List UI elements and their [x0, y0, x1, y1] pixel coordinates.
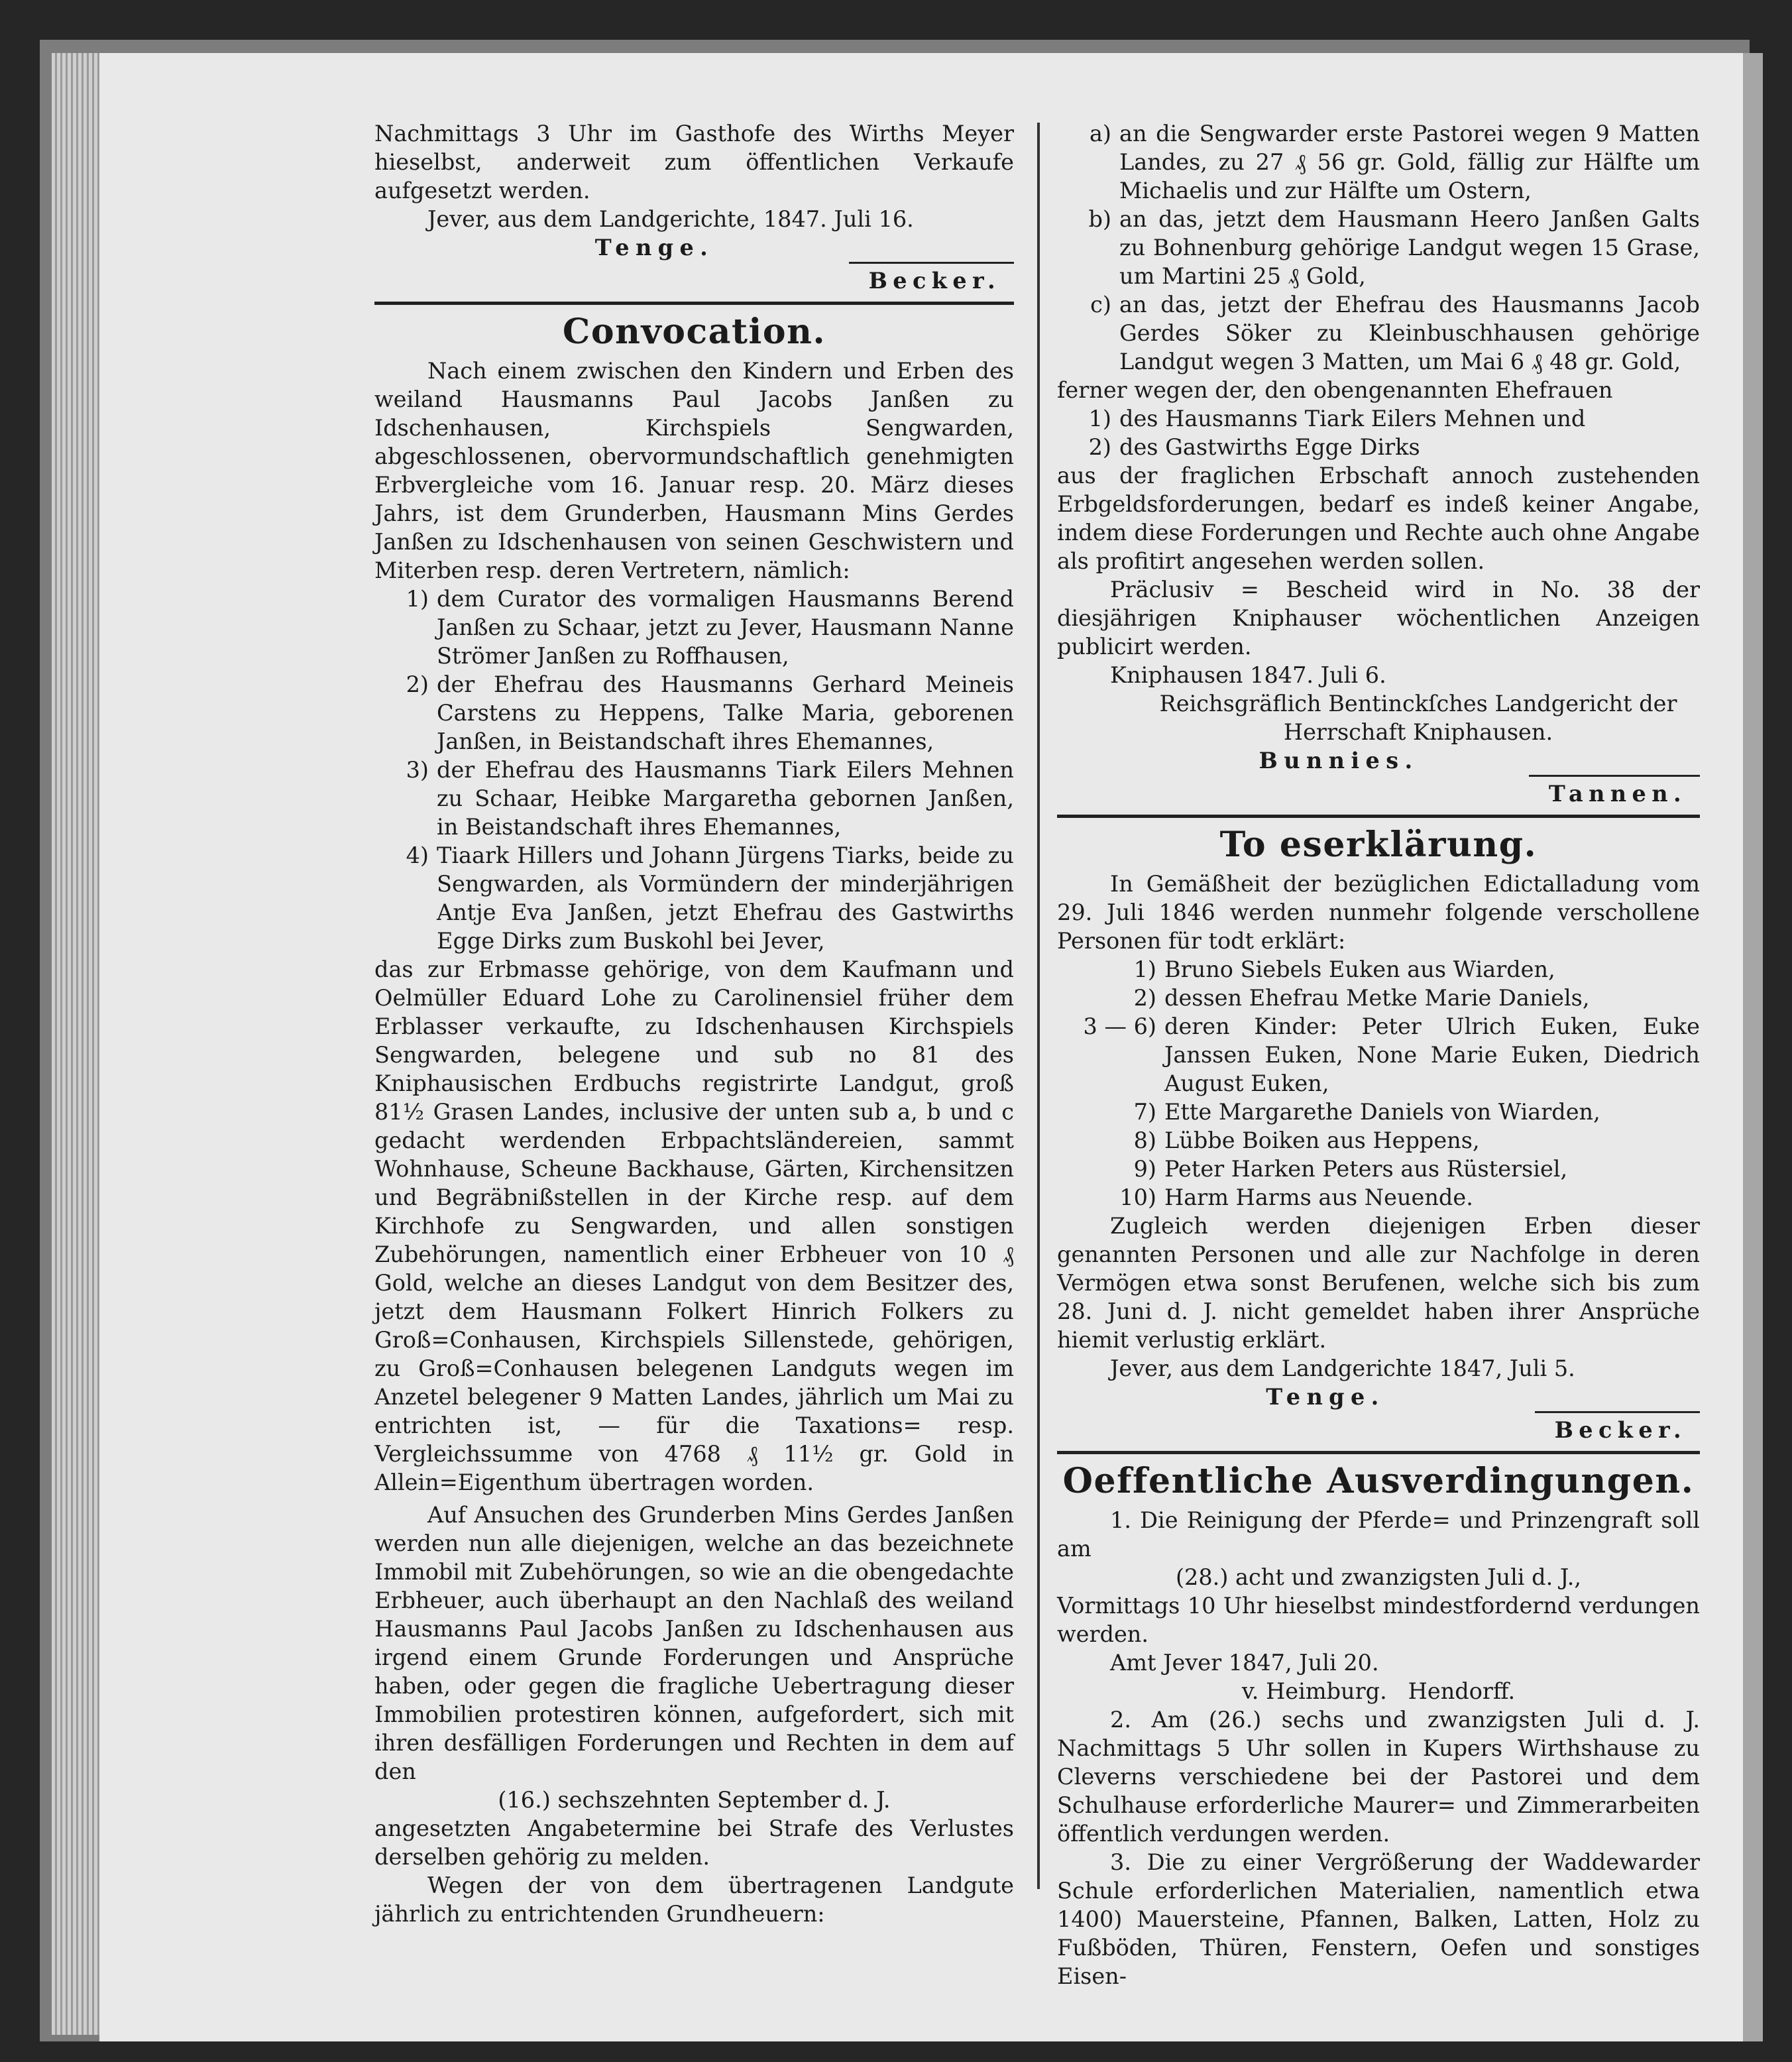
convocation-heading: Convocation. [562, 312, 826, 352]
ausverdingungen-heading: Oeffentliche Ausverdingungen. [1062, 1461, 1695, 1501]
grundheuer-intro: Wegen der von dem übertragenen Landgute jährlich zu entrichtenden Grundheuern: [374, 1872, 1014, 1927]
list-item: 4) Tiaark Hillers und Johann Jürgens Tiarks, beide zu Sengwarden, als Vormündern der minderjährigen Antje Eva Janßen, jetzt Ehefrau des Gastwirths Egge Dirks zum Buskohl bei Jever, [406, 842, 1014, 954]
column-divider [1037, 123, 1040, 1889]
page-edges [52, 53, 105, 2035]
zugleich-paragraph: Zugleich werden diejenigen Erben dieser genannten Personen und alle zur Nachfolge in deren Vermögen etwa sonst Berufenen, welche sich bis zum 28. Juni d. J. nicht gemeldet haben ihrer Ansprüche hiemit verlustig erklärt. [1057, 1213, 1700, 1353]
page-right-edge [1743, 53, 1763, 2041]
left-column [374, 119, 1014, 1928]
kniphausen-place-date: Kniphausen 1847. Juli 6. [1110, 662, 1386, 688]
list-item: a) an die Sengwarder erste Pastorei wegen 9 Matten Landes, zu 27 ₰ 56 gr. Gold, fällig zur Hälfte um Michaelis und zur Hälfte um Ostern, [1089, 121, 1700, 203]
grundheuer-list [1057, 119, 1700, 376]
section-rule [1057, 815, 1700, 818]
section-rule [1057, 1451, 1700, 1454]
list-item: b) an das, jetzt dem Hausmann Heero Janßen Galts zu Bohnenburg gehörige Landgut wegen 15 Grase, um Martini 25 ₰ Gold, [1088, 206, 1700, 289]
signature: Tannen. [1057, 775, 1700, 808]
list-item: 1) des Hausmanns Tiark Eilers Mehnen und [1088, 406, 1586, 431]
praeclusiv-paragraph: Präclusiv = Bescheid wird in No. 38 der diesjährigen Kniphauser wöchentlichen Anzeigen publicirt werden. [1057, 577, 1700, 659]
right-column [1057, 119, 1700, 1990]
list-item: 1) Bruno Siebels Euken aus Wiarden, [1133, 956, 1555, 982]
ausverdingung-1-time: Vormittags 10 Uhr hieselbst mindestfordernd verdungen werden. [1057, 1593, 1700, 1647]
convocation-intro: Nach einem zwischen den Kindern und Erben des weiland Hausmanns Paul Jacobs Janßen zu Idschenhausen, Kirchspiels Sengwarden, abgeschlossenen, obervormundschaftlich genehmigten Erbvergleiche vom 16. Januar resp. 20. März dieses Jahrs, ist dem Grunderben, Hausmann Mins Gerdes Janßen zu Idschenhausen von seinen Geschwistern und Miterben resp. deren Vertretern, nämlich: [374, 358, 1014, 583]
list-item: 10) Harm Harms aus Neuende. [1119, 1184, 1473, 1210]
list-item: 2) des Gastwirths Egge Dirks [1088, 434, 1420, 460]
convocation-request: Auf Ansuchen des Grunderben Mins Gerdes Janßen werden nun alle diejenigen, welche an das bezeichnete Immobil mit Zubehörungen, so wie an die obengedachte Erbheuer, auch überhaupt an den Nachlaß des weiland Hausmanns Paul Jacobs Janßen zu Idschenhausen aus irgend einem Grunde Forderungen und Ansprüche haben, oder gegen die fragliche Uebertragung dieser Immobilien protestiren können, aufgefordert, sich mit ihren desfälligen Forderungen und Rechten in dem auf den [374, 1502, 1014, 1784]
convocation-term: angesetzten Angabetermine bei Strafe des Verlustes derselben gehörig zu melden. [374, 1815, 1014, 1870]
ausverdingung-2: 2. Am (26.) sechs und zwanzigsten Juli d. J. Nachmittags 5 Uhr sollen in Kupers Wirthshause zu Cleverns verschiedene bei der Pastorei und dem Schulhause erforderliche Maurer= und Zimmerarbeiten öffentlich verdungen werden. [1057, 1707, 1700, 1847]
list-item: 9) Peter Harken Peters aus Rüstersiel, [1133, 1156, 1568, 1182]
erbgeld-paragraph: aus der fraglichen Erbschaft annoch zustehenden Erbgeldsforderungen, bedarf es indeß keiner Angabe, indem diese Forderungen und Rechte auch ohne Angabe als profitirt angesehen werden sollen. [1057, 463, 1700, 574]
top-signature: Becker. [374, 262, 1014, 295]
list-item: 3) der Ehefrau des Hausmanns Tiark Eilers Mehnen zu Schaar, Heibke Margaretha gebornen Janßen, in Beistandschaft ihres Ehemannes, [406, 757, 1014, 840]
section-rule [374, 302, 1014, 305]
convocation-list [374, 585, 1014, 955]
convocation-body: das zur Erbmasse gehörige, von dem Kaufmann und Oelmüller Eduard Lohe zu Carolinensiel früher dem Erblasser verkaufte, zu Idschenhausen Kirchspiels Sengwarden, belegene und sub no 81 des Kniphausischen Erdbuchs registrirte Landgut, groß 81½ Grasen Landes, inclusive der unten sub a, b und c gedacht werdenden Erbpachtsländereien, sammt Wohnhause, Scheune Backhause, Gärten, Kirchensitzen und Begräbnißstellen in der Kirche resp. auf dem Kirchhofe zu Sengwarden, und allen sonstigen Zubehörungen, namentlich einer Erbheuer von 10 ₰ Gold, welche an dieses Landgut von dem Besitzer des, jetzt dem Hausmann Folkert Hinrich Folkers zu Groß=Conhausen, Kirchspiels Sillenstede, gehörigen, zu Groß=Conhausen belegenen Landguts wegen im Anzetel belegener 9 Matten Landes, jährlich um Mai zu entrichten ist, — für die Taxations= resp. Vergleichssumme von 4768 ₰ 11½ gr. Gold in Allein=Eigenthum übertragen worden. [374, 956, 1014, 1495]
list-item: 1) dem Curator des vormaligen Hausmanns Berend Janßen zu Schaar, jetzt zu Jever, Hausmann Nanne Strömer Janßen zu Roffhausen, [406, 586, 1014, 669]
signer-name: Bunnies. [1259, 748, 1419, 773]
top-place-date: Jever, aus dem Landgerichte, 1847. Juli 16. [427, 206, 914, 232]
todeserklaerung-heading: To eserklärung. [1219, 825, 1538, 865]
ausverdingung-1: 1. Die Reinigung der Pferde= und Prinzengraft soll am [1057, 1507, 1700, 1562]
ausverdingung-1-date: (28.) acht und zwanzigsten Juli d. J., [1175, 1564, 1582, 1590]
persons-list [1057, 955, 1700, 1212]
amt-place-date: Amt Jever 1847, Juli 20. [1110, 1650, 1379, 1676]
list-item: 2) dessen Ehefrau Metke Marie Daniels, [1133, 985, 1590, 1011]
list-item: 8) Lübbe Boiken aus Heppens, [1133, 1127, 1480, 1153]
signature: Becker. [1057, 1411, 1700, 1444]
term-date: (16.) sechszehnten September d. J. [498, 1787, 891, 1813]
list-item: c) an das, jetzt der Ehefrau des Hausmanns Jacob Gerdes Söker zu Kleinbuschhausen gehörige Landgut wegen 3 Matten, um Mai 6 ₰ 48 gr. Gold, [1090, 292, 1700, 374]
signer-name: Tenge. [1266, 1384, 1385, 1410]
jever-place-date: Jever, aus dem Landgerichte 1847, Juli 5. [1110, 1355, 1575, 1381]
list-item: 7) Ette Margarethe Daniels von Wiarden, [1133, 1099, 1600, 1125]
list-item: 3 — 6) deren Kinder: Peter Ulrich Euken, Euke Janssen Euken, None Marie Euken, Diedrich August Euken, [1083, 1013, 1700, 1096]
list-item: 2) der Ehefrau des Hausmanns Gerhard Meineis Carstens zu Heppens, Talke Maria, geborenen Janßen, in Beistandschaft ihres Ehemannes, [406, 671, 1014, 754]
top-name: Tenge. [594, 235, 714, 260]
court-name: Reichsgräflich Bentinckſches Landgericht der Herrschaft Kniphausen. [1159, 691, 1677, 745]
top-paragraph: Nachmittags 3 Uhr im Gasthofe des Wirths Meyer hieselbst, anderweit zum öffentlichen Verkaufe aufgesetzt werden. [374, 121, 1014, 203]
ausverdingung-3: 3. Die zu einer Vergrößerung der Waddewarder Schule erforderlichen Materialien, namentlich etwa 1400) Mauersteine, Pfannen, Balken, Latten, Holz zu Fußböden, Thüren, Fenstern, Oefen und sonstiges Eisen- [1057, 1849, 1700, 1989]
amt-signers: v. Heimburg. Hendorff. [1241, 1678, 1516, 1704]
ferner-line: ferner wegen der, den obengenannten Ehefrauen [1057, 377, 1613, 403]
todeserklaerung-intro: In Gemäßheit der bezüglichen Edictalladung vom 29. Juli 1846 werden nunmehr folgende verschollene Personen für todt erklärt: [1057, 871, 1700, 954]
